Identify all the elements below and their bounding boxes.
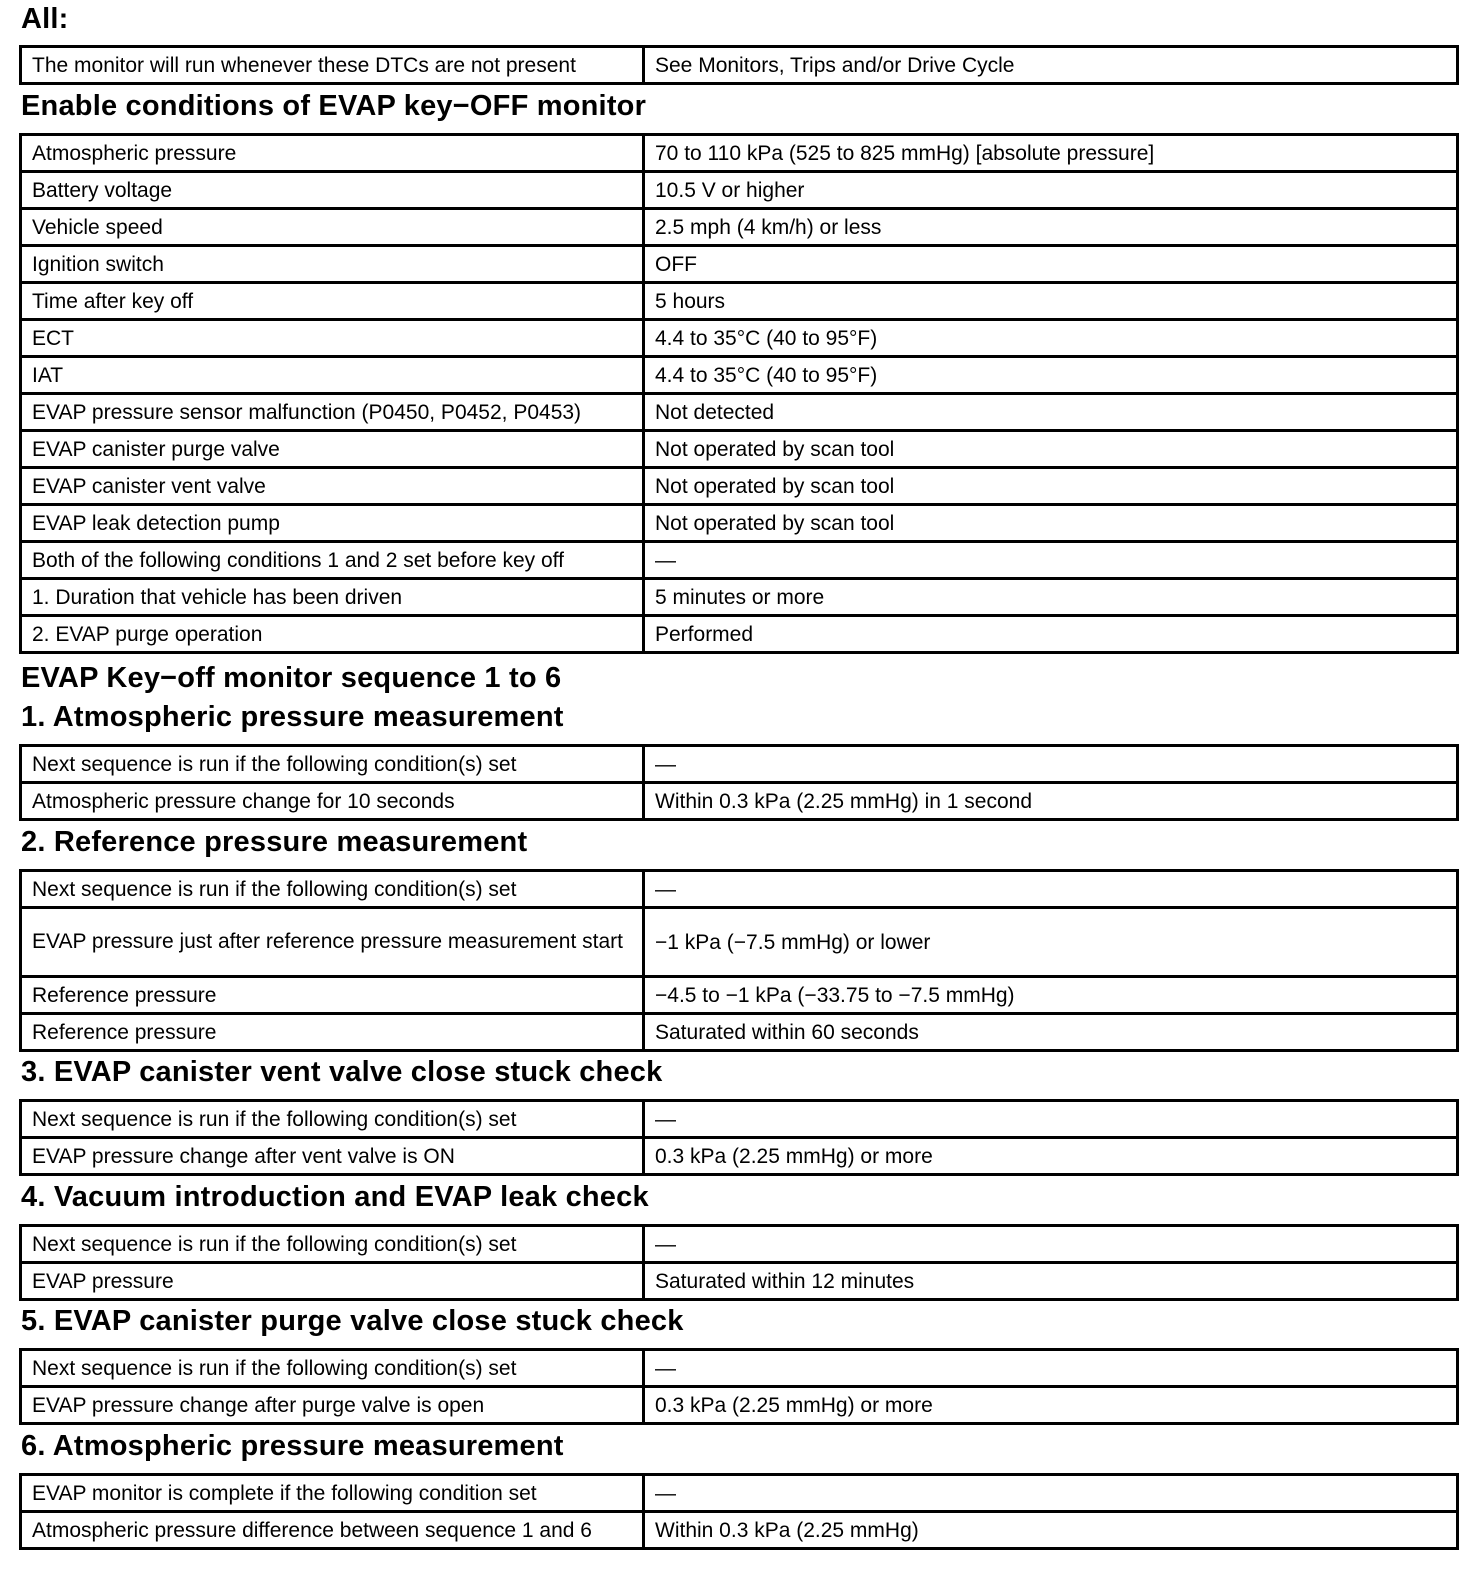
row-label: IAT: [21, 357, 644, 394]
row-value: 70 to 110 kPa (525 to 825 mmHg) [absolute pressure]: [644, 135, 1458, 172]
section-title-step-2: 2. Reference pressure measurement: [21, 826, 528, 858]
row-value: —: [644, 871, 1458, 908]
section-title-step-3: 3. EVAP canister vent valve close stuck check: [21, 1056, 663, 1088]
row-value: 5 minutes or more: [644, 579, 1458, 616]
row-label: EVAP pressure change after vent valve is ON: [21, 1138, 644, 1175]
row-label: ECT: [21, 320, 644, 357]
table-row: [21, 394, 1458, 431]
row-value: —: [644, 1350, 1458, 1387]
table-row: [21, 1138, 1458, 1175]
row-value: 0.3 kPa (2.25 mmHg) or more: [644, 1138, 1458, 1175]
row-label: Next sequence is run if the following condition(s) set: [21, 1350, 644, 1387]
table-step-3: [19, 1099, 1459, 1176]
table-row: [21, 1387, 1458, 1424]
table-row: [21, 908, 1458, 977]
row-label: EVAP canister purge valve: [21, 431, 644, 468]
section-title-step-4: 4. Vacuum introduction and EVAP leak check: [21, 1181, 649, 1213]
row-label: Next sequence is run if the following condition(s) set: [21, 1226, 644, 1263]
section-title-step-5: 5. EVAP canister purge valve close stuck check: [21, 1305, 684, 1337]
row-label: Next sequence is run if the following condition(s) set: [21, 871, 644, 908]
row-value: Saturated within 12 minutes: [644, 1263, 1458, 1300]
table-row: [21, 246, 1458, 283]
section-title-sequence: EVAP Key−off monitor sequence 1 to 6: [21, 662, 562, 694]
table-step-1: [19, 744, 1459, 821]
table-row: [21, 1475, 1458, 1512]
table-row: [21, 172, 1458, 209]
table-row: [21, 320, 1458, 357]
table-row: [21, 616, 1458, 653]
row-value: Not operated by scan tool: [644, 505, 1458, 542]
table-step-2: [19, 869, 1459, 1052]
table-row: [21, 1014, 1458, 1051]
table-row: [21, 468, 1458, 505]
row-value: —: [644, 1101, 1458, 1138]
row-value: 4.4 to 35°C (40 to 95°F): [644, 320, 1458, 357]
row-value: —: [644, 1475, 1458, 1512]
row-label: Reference pressure: [21, 977, 644, 1014]
row-value: −1 kPa (−7.5 mmHg) or lower: [644, 908, 1458, 977]
row-value: Within 0.3 kPa (2.25 mmHg) in 1 second: [644, 783, 1458, 820]
row-label: EVAP monitor is complete if the following condition set: [21, 1475, 644, 1512]
table-row: [21, 283, 1458, 320]
table-row: [21, 357, 1458, 394]
section-title-enable-conditions: Enable conditions of EVAP key−OFF monitor: [21, 90, 647, 122]
row-label: 2. EVAP purge operation: [21, 616, 644, 653]
row-value: 10.5 V or higher: [644, 172, 1458, 209]
section-title-all: All:: [21, 3, 69, 35]
row-label: Ignition switch: [21, 246, 644, 283]
row-label: EVAP pressure just after reference pressure measurement start: [21, 908, 644, 977]
row-label: EVAP pressure sensor malfunction (P0450, P0452, P0453): [21, 394, 644, 431]
row-value: Not operated by scan tool: [644, 468, 1458, 505]
section-title-step-6: 6. Atmospheric pressure measurement: [21, 1430, 564, 1462]
row-label: Atmospheric pressure change for 10 seconds: [21, 783, 644, 820]
table-all: [19, 45, 1459, 85]
table-row: [21, 871, 1458, 908]
row-value: Within 0.3 kPa (2.25 mmHg): [644, 1512, 1458, 1549]
table-row: [21, 209, 1458, 246]
table-enable-conditions: [19, 133, 1459, 654]
table-row: [21, 542, 1458, 579]
table-step-4: [19, 1224, 1459, 1301]
row-value: See Monitors, Trips and/or Drive Cycle: [644, 47, 1458, 84]
row-label: EVAP canister vent valve: [21, 468, 644, 505]
table-row: [21, 431, 1458, 468]
row-label: Time after key off: [21, 283, 644, 320]
row-label: Both of the following conditions 1 and 2 set before key off: [21, 542, 644, 579]
row-value: 5 hours: [644, 283, 1458, 320]
row-value: Saturated within 60 seconds: [644, 1014, 1458, 1051]
table-row: [21, 746, 1458, 783]
row-label: Next sequence is run if the following condition(s) set: [21, 746, 644, 783]
table-row: [21, 1263, 1458, 1300]
row-value: 4.4 to 35°C (40 to 95°F): [644, 357, 1458, 394]
row-label: EVAP pressure change after purge valve is open: [21, 1387, 644, 1424]
table-step-5: [19, 1348, 1459, 1425]
row-value: Not detected: [644, 394, 1458, 431]
row-label: EVAP pressure: [21, 1263, 644, 1300]
row-value: −4.5 to −1 kPa (−33.75 to −7.5 mmHg): [644, 977, 1458, 1014]
row-label: EVAP leak detection pump: [21, 505, 644, 542]
table-row: [21, 505, 1458, 542]
row-value: Performed: [644, 616, 1458, 653]
row-value: —: [644, 542, 1458, 579]
row-label: Atmospheric pressure difference between sequence 1 and 6: [21, 1512, 644, 1549]
row-value: —: [644, 1226, 1458, 1263]
row-value: —: [644, 746, 1458, 783]
table-row: [21, 1512, 1458, 1549]
table-row: [21, 1226, 1458, 1263]
row-label: Battery voltage: [21, 172, 644, 209]
table-row: [21, 579, 1458, 616]
table-row: [21, 977, 1458, 1014]
row-value: OFF: [644, 246, 1458, 283]
row-value: 0.3 kPa (2.25 mmHg) or more: [644, 1387, 1458, 1424]
table-row: [21, 135, 1458, 172]
row-label: Vehicle speed: [21, 209, 644, 246]
row-label: Reference pressure: [21, 1014, 644, 1051]
table-row: [21, 1350, 1458, 1387]
row-value: 2.5 mph (4 km/h) or less: [644, 209, 1458, 246]
table-row: [21, 47, 1458, 84]
row-label: 1. Duration that vehicle has been driven: [21, 579, 644, 616]
row-label: Next sequence is run if the following condition(s) set: [21, 1101, 644, 1138]
row-value: Not operated by scan tool: [644, 431, 1458, 468]
table-row: [21, 783, 1458, 820]
row-label: Atmospheric pressure: [21, 135, 644, 172]
table-step-6: [19, 1473, 1459, 1550]
section-title-step-1: 1. Atmospheric pressure measurement: [21, 701, 564, 733]
table-row: [21, 1101, 1458, 1138]
row-label: The monitor will run whenever these DTCs are not present: [21, 47, 644, 84]
